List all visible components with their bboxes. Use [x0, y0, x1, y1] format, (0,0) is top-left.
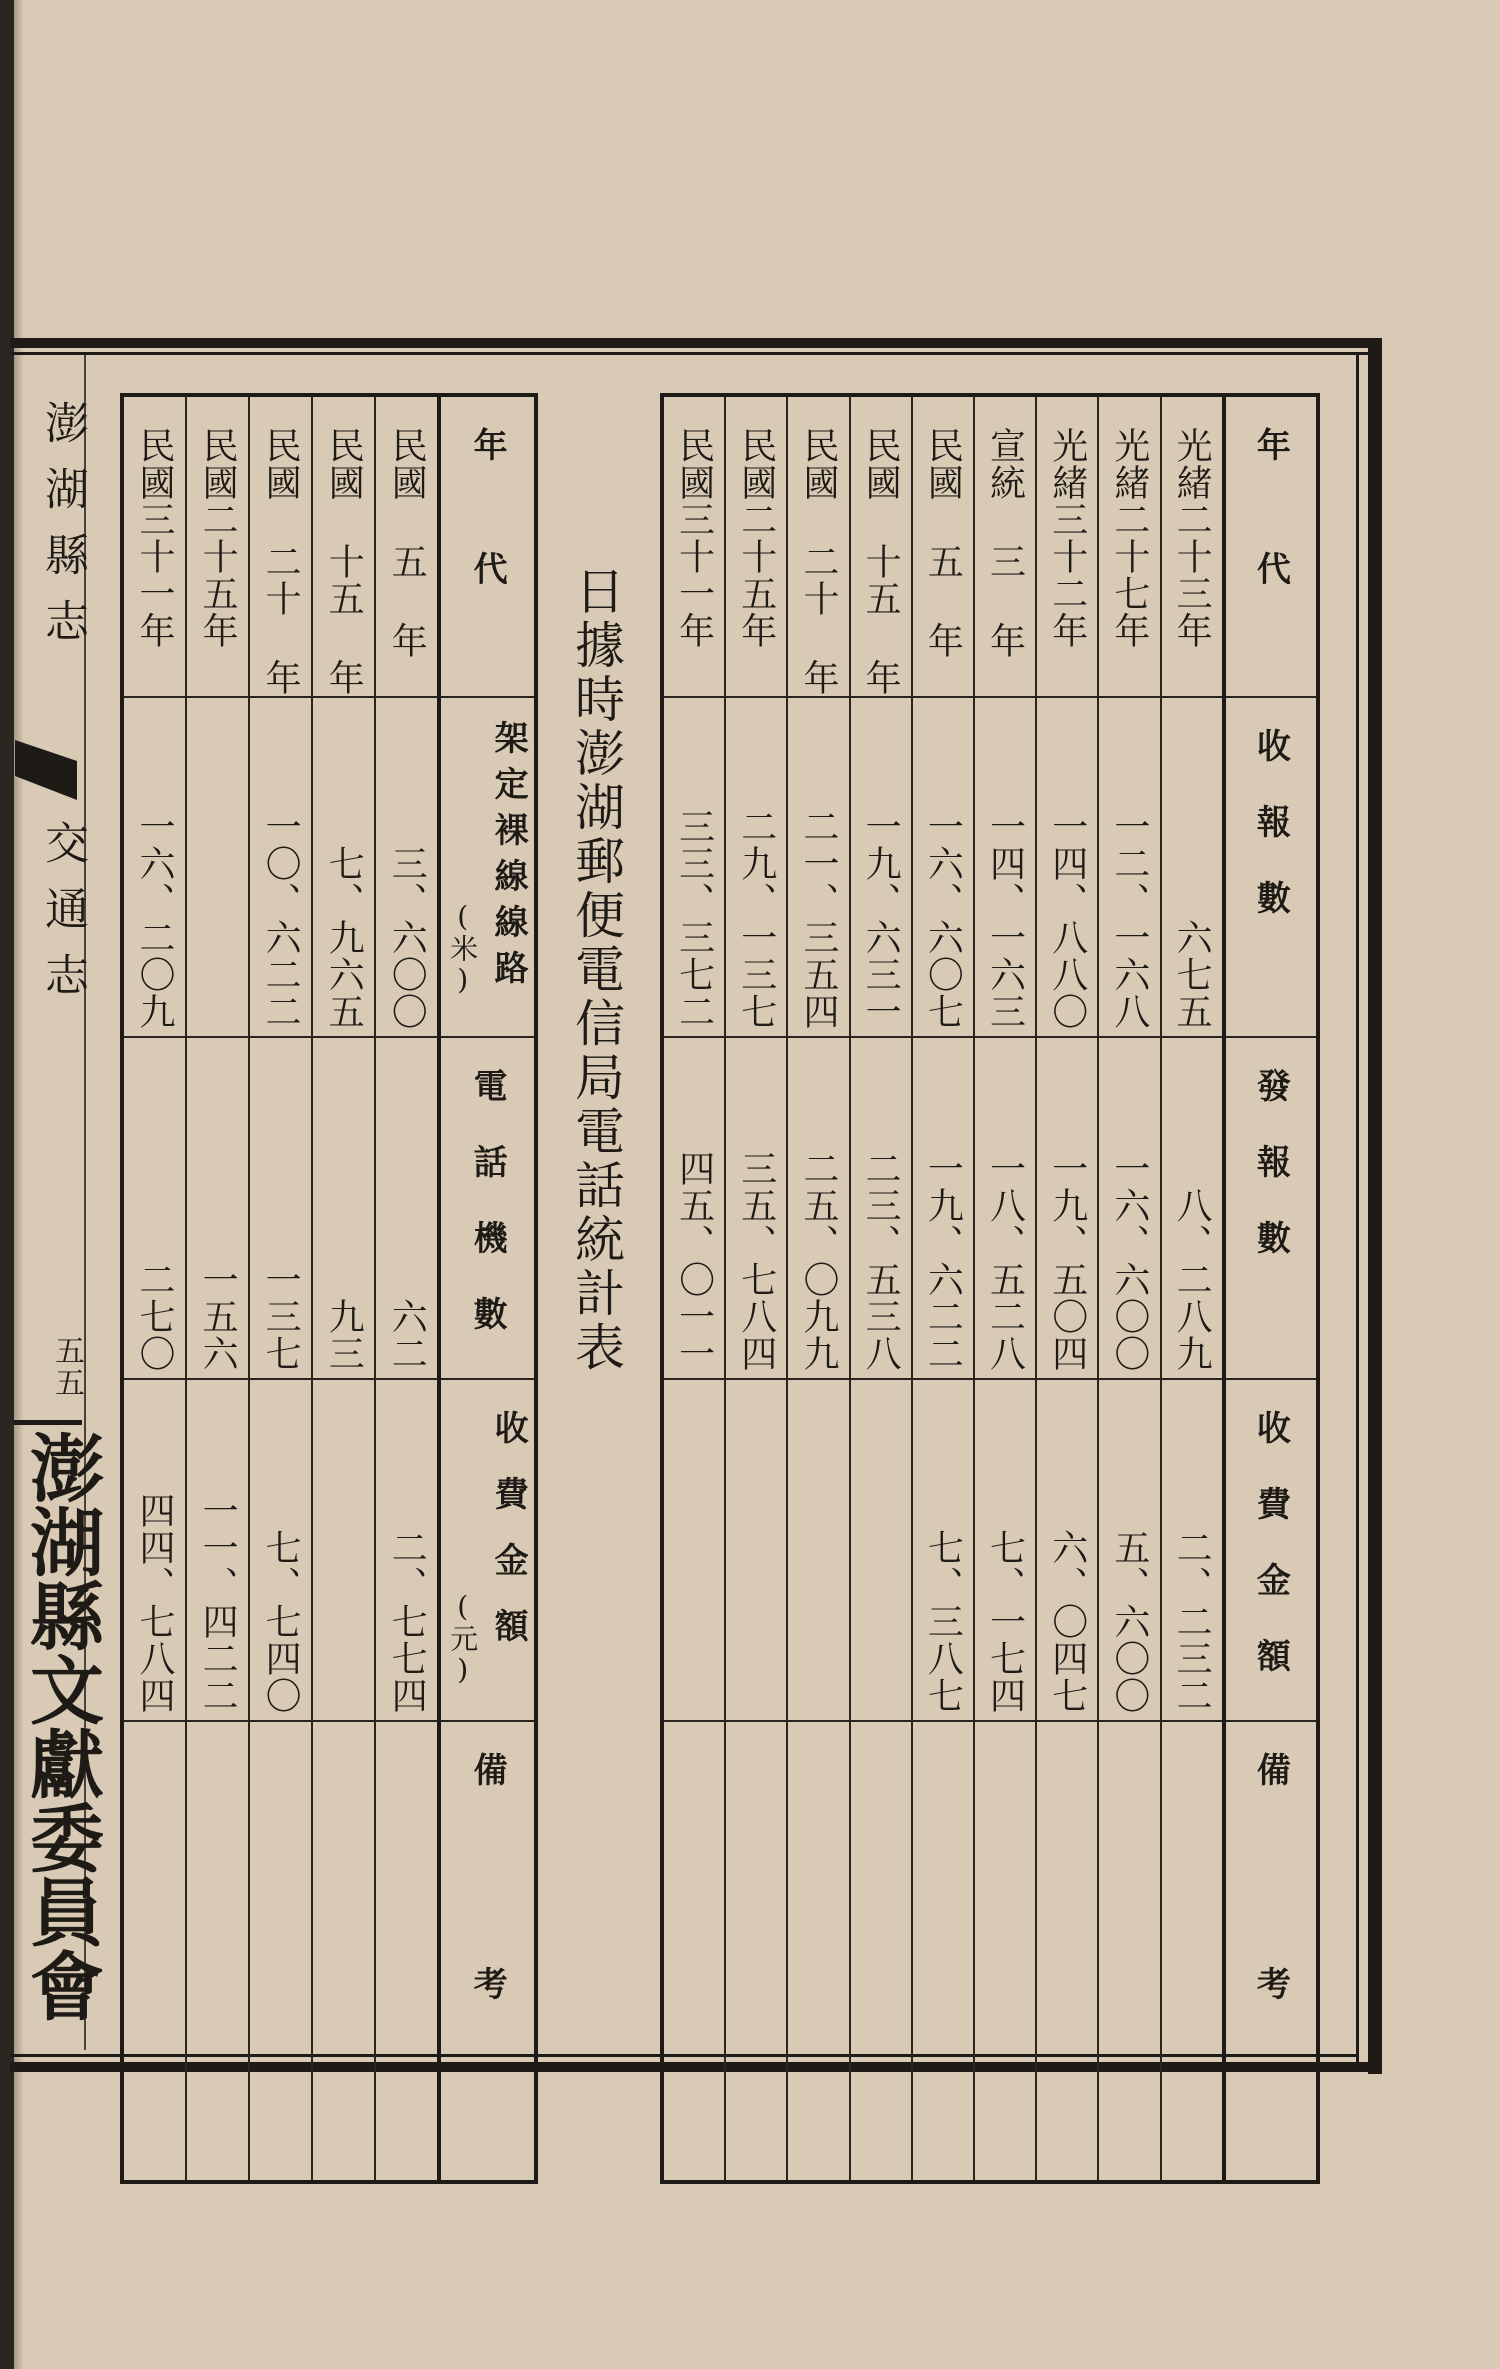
phones-cell: 一三七	[260, 1261, 302, 1372]
received-cell: 一四、一六三	[984, 808, 1026, 1030]
fees-cell: 五、六〇〇	[1108, 1529, 1150, 1714]
fees-cell: 七、一七四	[984, 1529, 1026, 1714]
header-sent: 發報數	[1250, 1068, 1291, 1296]
phones-cell: 九三	[323, 1298, 365, 1372]
fees-cell: 四四、七八四	[134, 1492, 176, 1714]
year-cell: 民國 二十 年	[797, 427, 839, 696]
sent-cell: 二三、五三八	[860, 1150, 902, 1372]
header-remarks: 備考	[1250, 1752, 1291, 2180]
margin-book-title: 澎湖縣志	[37, 400, 88, 664]
phones-cell: 二七〇	[134, 1261, 176, 1372]
year-cell: 宣統 三 年	[984, 427, 1026, 659]
page-number: 五五	[49, 1335, 84, 1399]
sent-cell: 一九、五〇四	[1046, 1150, 1088, 1372]
year-cell: 民國 十五 年	[323, 427, 365, 696]
fees-cell: 七、三八七	[922, 1529, 964, 1714]
frame-border-right-inner	[1356, 352, 1359, 2062]
sent-cell: 一六、六〇〇	[1108, 1150, 1150, 1372]
lines-cell: 七、九六五	[323, 845, 365, 1030]
fees-cell: 六、〇四七	[1046, 1529, 1088, 1714]
header-remarks: 備考	[467, 1752, 508, 2180]
fees-cell: 二、二三二	[1171, 1529, 1213, 1714]
phones-cell: 六二	[386, 1298, 428, 1372]
frame-border-right	[1368, 338, 1382, 2074]
sent-cell: 一八、五二八	[984, 1150, 1026, 1372]
received-cell: 二九、一三七	[735, 808, 777, 1030]
received-cell: 一二、一六八	[1108, 808, 1150, 1030]
received-cell: 三三、三七二	[673, 808, 715, 1030]
fees-cell: 七、七四〇	[260, 1529, 302, 1714]
margin-publisher: 澎湖縣文獻委員會	[18, 1430, 104, 2022]
sent-cell: 二五、〇九九	[797, 1150, 839, 1372]
year-cell: 民國 十五 年	[860, 427, 902, 696]
lines-cell: 三、六〇〇	[386, 845, 428, 1030]
year-cell: 光緒二十七年	[1108, 427, 1150, 649]
sent-cell: 三五、七八四	[735, 1150, 777, 1372]
phones-cell: 一五六	[197, 1261, 239, 1372]
telegraph-table	[660, 393, 1320, 2184]
header-received: 收報數	[1250, 728, 1291, 956]
header-fees: 收費金額	[488, 1410, 529, 1674]
received-cell: 一六、六〇七	[922, 808, 964, 1030]
year-cell: 民國三十一年	[673, 427, 715, 649]
header-year: 年代	[1250, 427, 1291, 675]
header-phones: 電話機數	[467, 1068, 508, 1372]
received-cell: 一四、八八〇	[1046, 808, 1088, 1030]
lines-cell: 一〇、六二二	[260, 808, 302, 1030]
margin-chapter: 交通志	[37, 820, 88, 1018]
header-lines-unit: (米)	[446, 900, 480, 997]
sent-cell: 八、二八九	[1171, 1187, 1213, 1372]
table-title: 日據時澎湖郵便電信局電話統計表	[567, 565, 625, 1375]
year-cell: 光緒三十二年	[1046, 427, 1088, 649]
frame-border-top-inner	[10, 352, 1378, 355]
header-fees-unit: (元)	[446, 1590, 480, 1687]
sent-cell: 一九、六二二	[922, 1150, 964, 1372]
header-fees: 收費金額	[1250, 1410, 1291, 1714]
year-cell: 民國二十五年	[197, 427, 239, 649]
year-cell: 光緒二十三年	[1171, 427, 1213, 649]
received-cell: 一九、六三一	[860, 808, 902, 1030]
telephone-table	[120, 393, 538, 2184]
received-cell: 六七五	[1171, 919, 1213, 1030]
header-lines: 架定裸線線路	[488, 720, 529, 996]
header-year: 年代	[467, 427, 508, 675]
year-cell: 民國 五 年	[922, 427, 964, 659]
fees-cell: 一一、四二二	[197, 1492, 239, 1714]
year-cell: 民國 二十 年	[260, 427, 302, 696]
margin-bar	[14, 1420, 82, 1425]
received-cell: 二一、三五四	[797, 808, 839, 1030]
fees-cell: 二、七七四	[386, 1529, 428, 1714]
frame-border-top	[10, 338, 1382, 348]
year-cell: 民國 五 年	[386, 427, 428, 659]
lines-cell: 一六、二〇九	[134, 808, 176, 1030]
sent-cell: 四五、〇一一	[673, 1150, 715, 1372]
year-cell: 民國二十五年	[735, 427, 777, 649]
year-cell: 民國三十一年	[134, 427, 176, 649]
